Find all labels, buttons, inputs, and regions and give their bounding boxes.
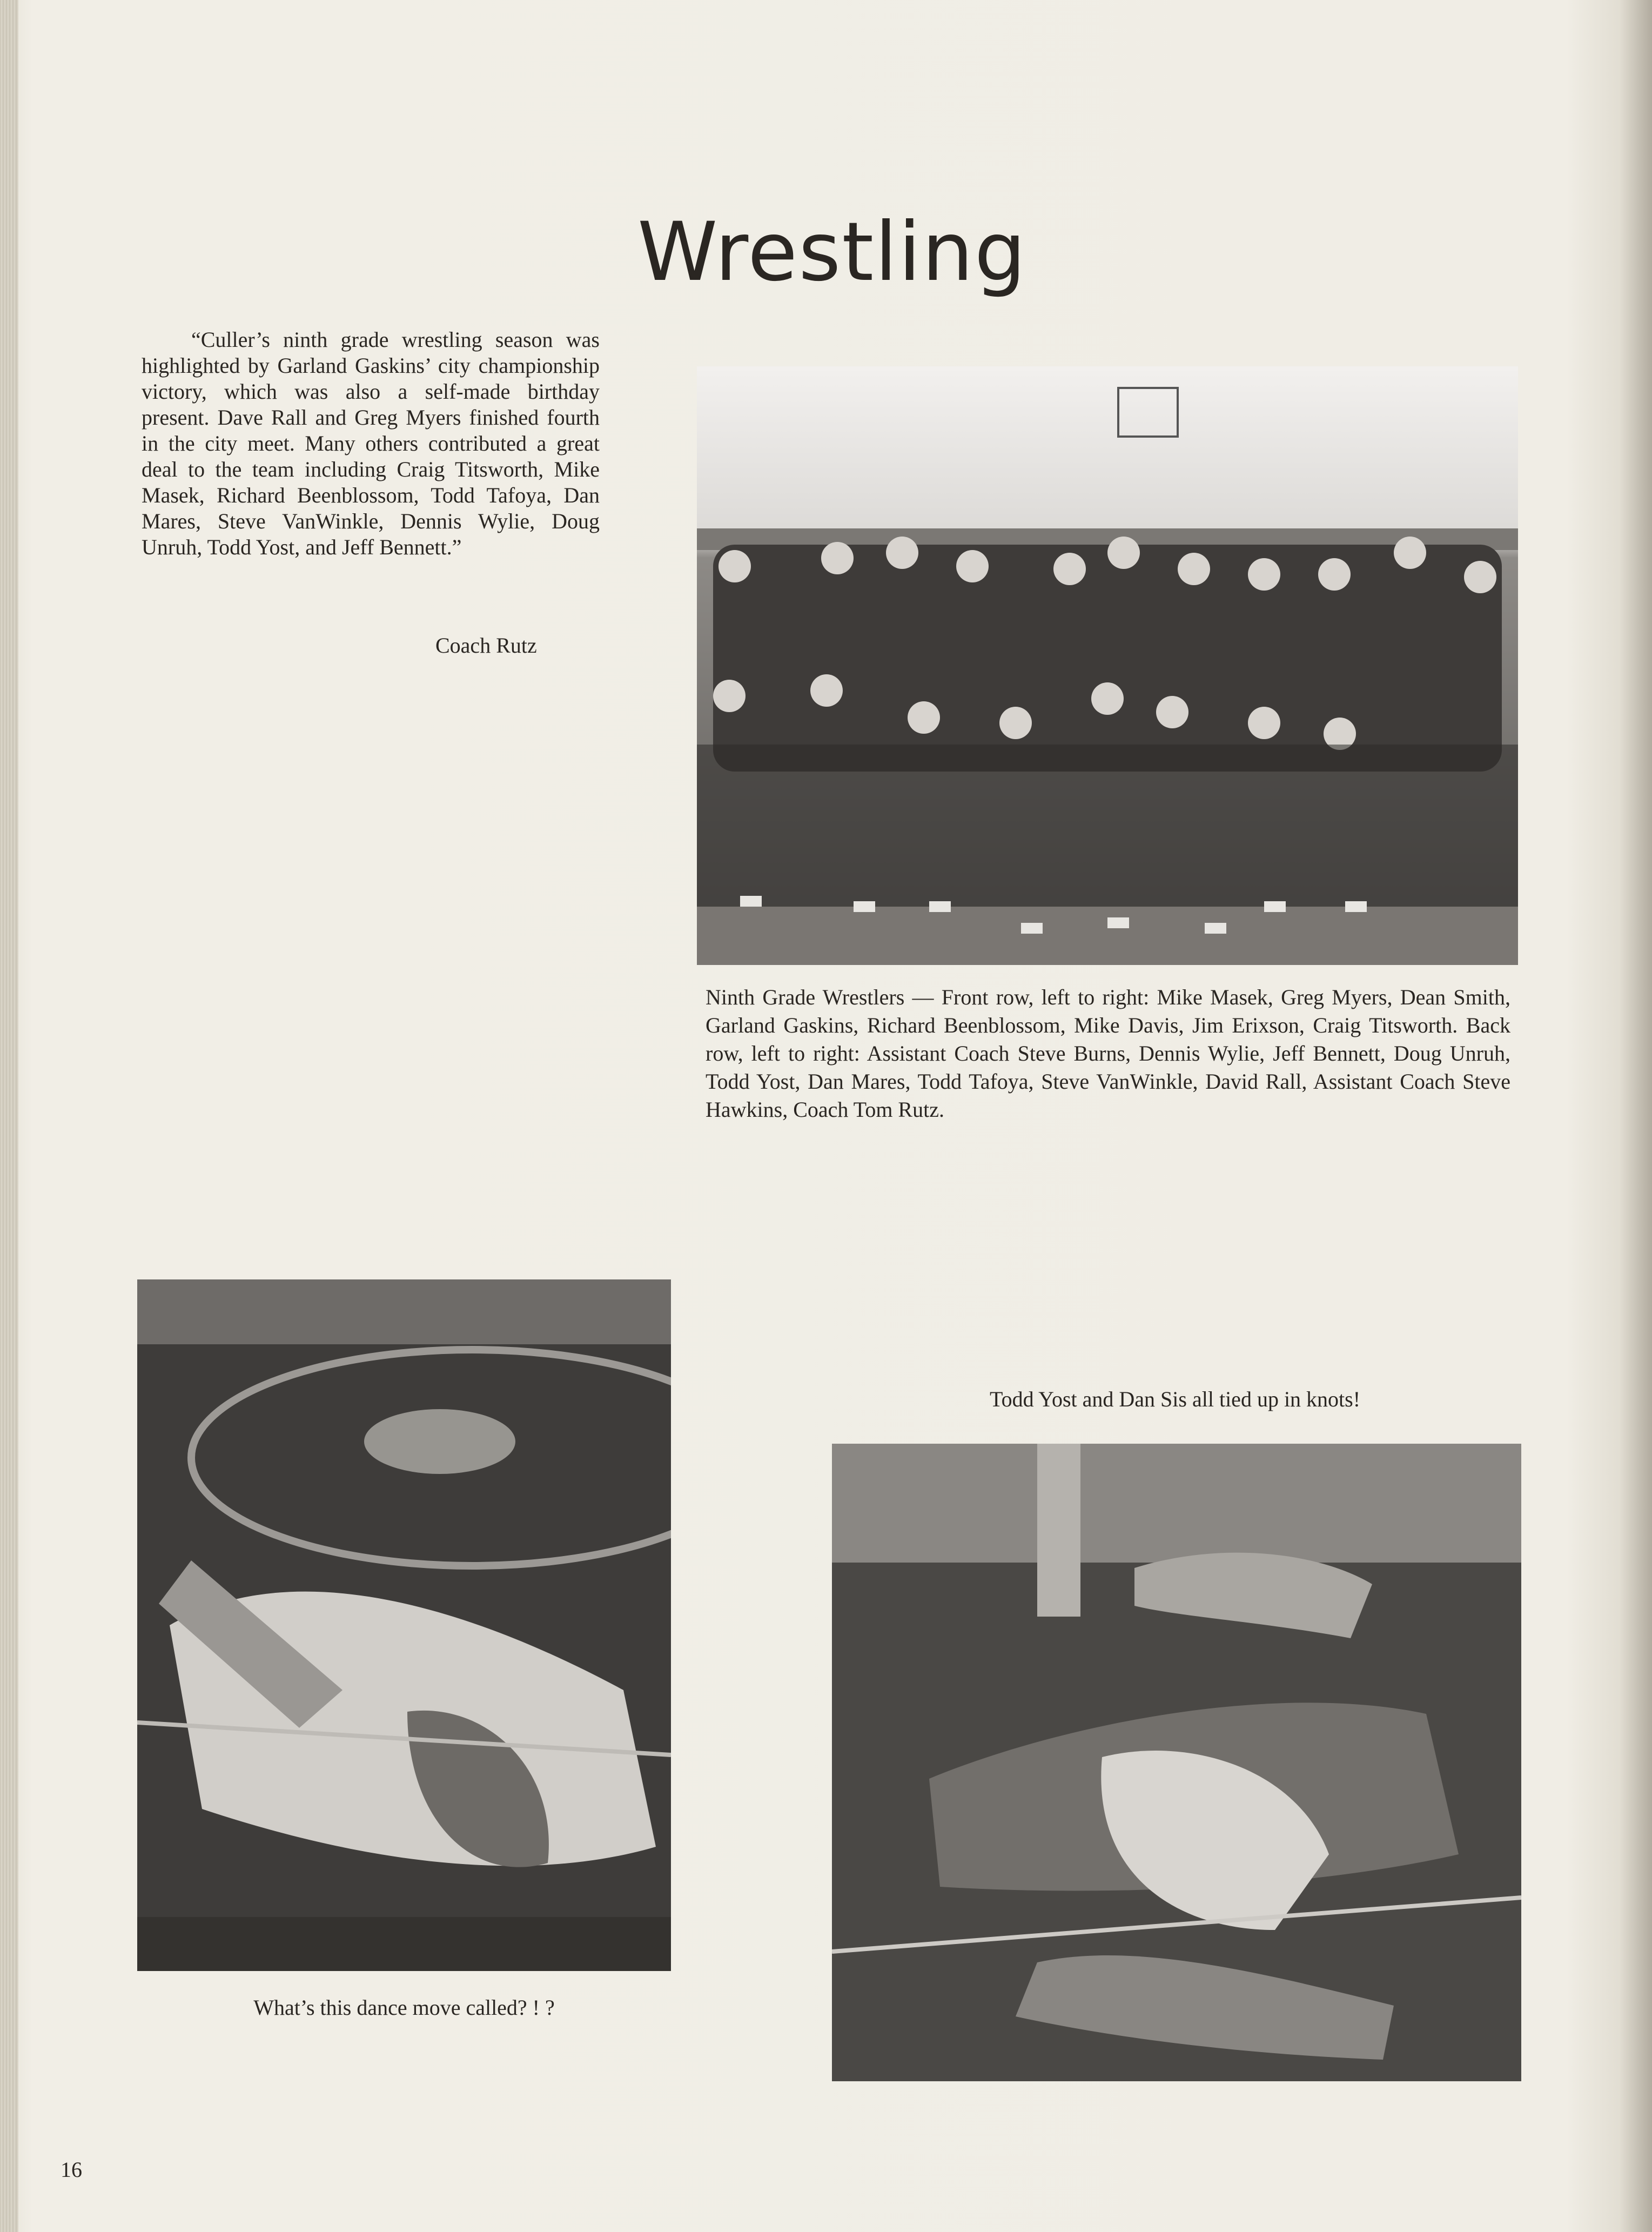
left-action-photo [137,1279,671,1971]
team-photo-image [697,366,1518,965]
page-binding [0,0,18,2232]
right-action-photo-image [832,1444,1521,2081]
intro-signature: Coach Rutz [435,633,537,658]
right-photo-caption: Todd Yost and Dan Sis all tied up in knots! [989,1387,1361,1411]
page-edge-shadow [1620,0,1652,2232]
intro-paragraph: “Culler’s ninth grade wrestling season was highlighted by Garland Gaskins’ city championship victory, which was also a self-made birthday present. Dave Rall and Greg Myers finished fourth in the city meet. Many others contributed a great deal to the team including Craig Titsworth, Mike Masek, Richard Beenblossom, Todd Tafoya, Dan Mares, Steve VanWinkle, Dennis Wylie, Doug Unruh, Todd Yost, and Jeff Bennett.” [142,327,600,559]
team-photo-caption: Ninth Grade Wrestlers — Front row, left to right: Mike Masek, Greg Myers, Dean Smith, Garland Gaskins, Richard Beenblossom, Mike Davis, Jim Erixson, Craig Titsworth. Back row, left to right: Assistant Coach Steve Burns, Dennis Wylie, Jeff Bennett, Doug Unruh, Todd Yost, Dan Mares, Todd Tafoya, Steve VanWinkle, David Rall, Assistant Coach Steve Hawkins, Coach Tom Rutz. [706,985,1510,1122]
page-title: Wrestling [637,205,1027,299]
intro-text-block [142,327,600,560]
left-photo-caption: What’s this dance move called? ! ? [253,1995,555,2020]
right-action-photo [832,1444,1521,2081]
team-photo [697,366,1518,965]
left-action-photo-image [137,1279,671,1971]
page-number: 16 [61,2157,82,2182]
